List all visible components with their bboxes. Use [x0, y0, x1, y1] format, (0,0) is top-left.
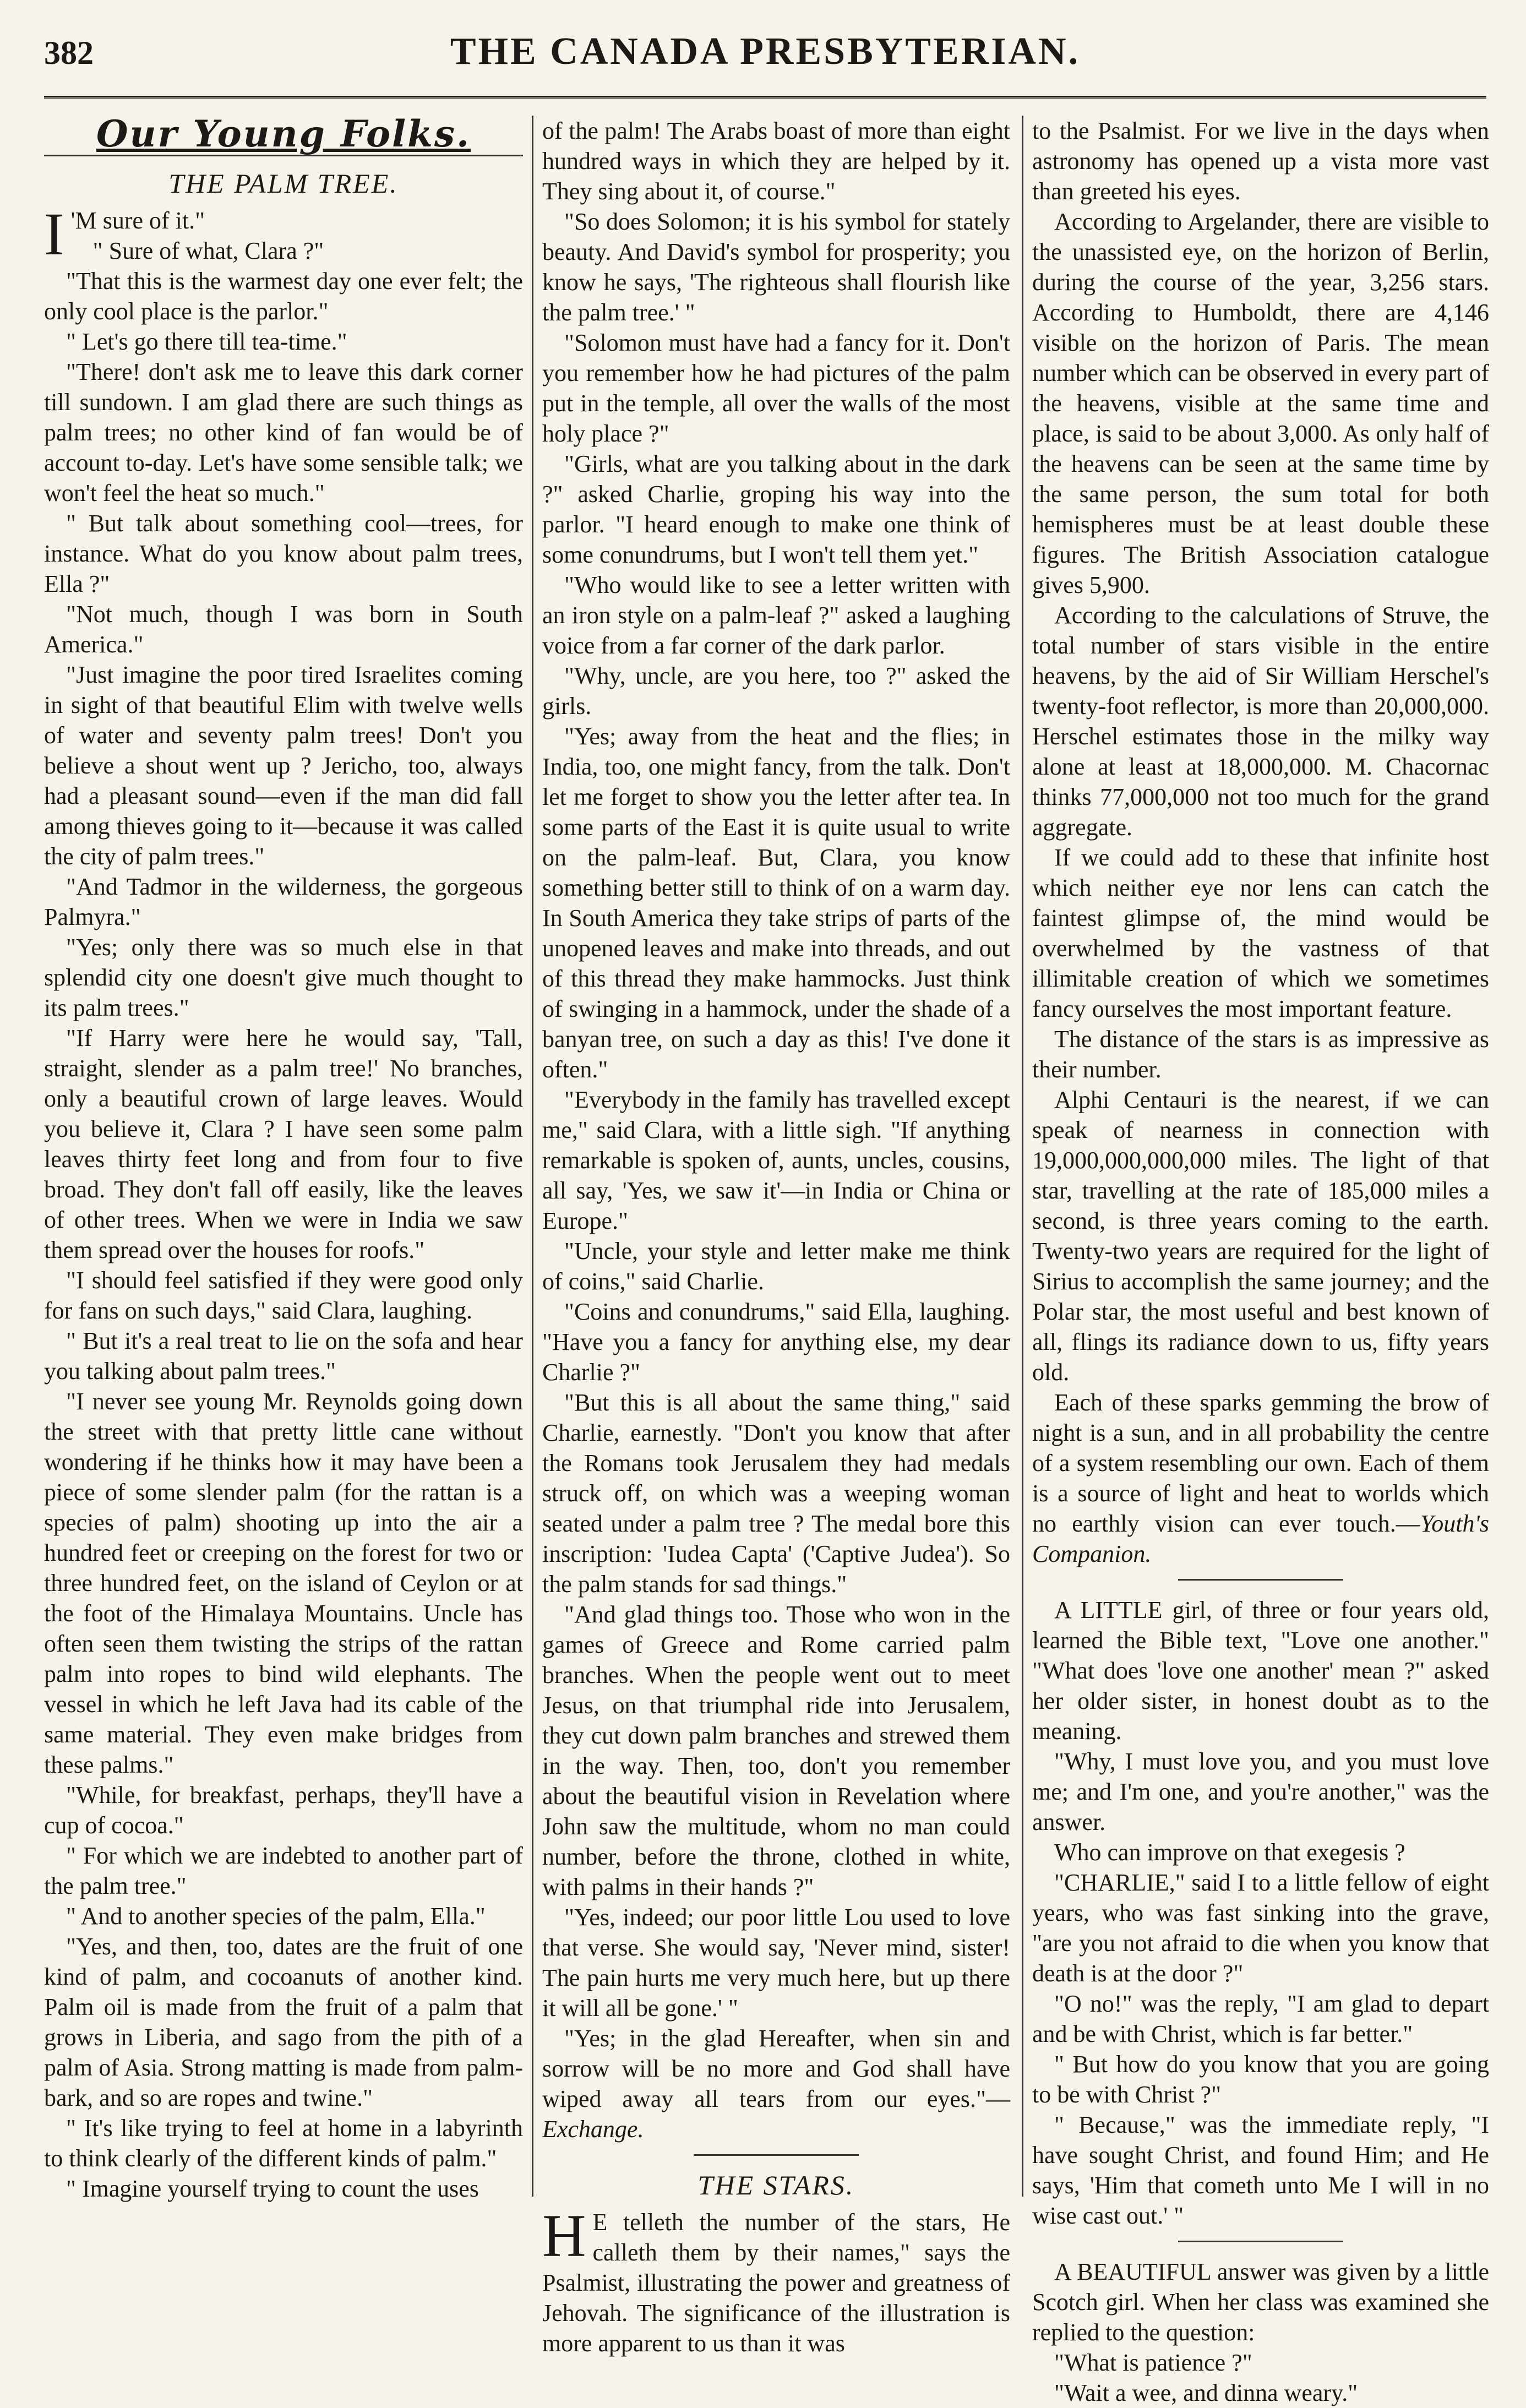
anecdote-paragraph: "CHARLIE," said I to a little fellow of eight years, who was fast sinking into the grave, "are you not afraid to die when you know that death is at the door ?"	[1032, 1869, 1489, 1987]
article-paragraph: "There! don't ask me to leave this dark corner till sundown. I am glad there are such things as palm trees; no other kind of fan would be of account to-day. Let's have some sensible talk; we won't feel the heat so much."	[44, 358, 523, 506]
article-paragraph: "Uncle, your style and letter make me think of coins," said Charlie.	[542, 1238, 1010, 1295]
article-paragraph: "While, for breakfast, perhaps, they'll have a cup of cocoa."	[44, 1782, 523, 1839]
article-paragraph: If we could add to these that infinite host which neither eye nor lens can catch the faintest glimpse of, the mind would be overwhelmed by the vastness of that illimitable creation of which we sometimes fancy ourselves the most important feature.	[1032, 844, 1489, 1022]
article-paragraph: " Imagine yourself trying to count the uses	[66, 2175, 479, 2202]
article-paragraph: I 'M sure of it."	[44, 200, 205, 268]
section-rule	[1178, 2241, 1343, 2242]
article-paragraph: " It's like trying to feel at home in a labyrinth to think clearly of the different kinds of palm."	[44, 2115, 523, 2172]
article-paragraph: of the palm! The Arabs boast of more than eight hundred ways in which they are helped by it. They sing about it, of course."	[542, 117, 1010, 205]
article-paragraph: The distance of the stars is as impressive as their number.	[1032, 1026, 1489, 1083]
article-paragraph: "Who would like to see a letter written with an iron style on a palm-leaf ?" asked a laughing voice from a far corner of the dark parlor.	[542, 571, 1010, 659]
article-paragraph: Each of these sparks gemming the brow of night is a sun, and in all probability the centre of a system resembling our own. Each of them is a source of light and heat to worlds which no earthly vision can ever touch.—Youth's Companion.	[1032, 1389, 1489, 1567]
article-paragraph: to the Psalmist. For we live in the days when astronomy has opened up a vista more vast than greeted his eyes.	[1032, 117, 1489, 205]
article-paragraph: "Why, uncle, are you here, too ?" asked the girls.	[542, 662, 1010, 720]
source-credit: Exchange.	[542, 2116, 644, 2143]
page-number: 382	[44, 35, 94, 71]
article-title-palm: THE PALM TREE.	[168, 168, 399, 199]
anecdote-paragraph: A LITTLE girl, of three or four years old, learned the Bible text, "Love one another." "What does 'love one another' mean ?" asked her older sister, in honest doubt as to the meaning.	[1032, 1597, 1489, 1745]
article-paragraph: "I never see young Mr. Reynolds going down the street with that pretty little cane without wondering if he thinks how it may have been a piece of some slender palm (for the rattan is a species of palm) shooting up into the air a hundred feet or creeping on the forest for two or three hundred feet, on the island of Ceylon or at the foot of the Himalaya Mountains. Uncle has often seen them twisting the strips of the rattan palm into ropes to bind wild elephants. The vessel in which he left Java had its cable of the same material. They even make bridges from these palms."	[44, 1388, 523, 1778]
source-credit: Youth's Companion.	[1032, 1510, 1489, 1567]
article-paragraph: "Yes; in the glad Hereafter, when sin and sorrow will be no more and God shall have wiped away all tears from our eyes."—Exchange.	[542, 2025, 1010, 2143]
article-paragraph: "Not much, though I was born in South America."	[44, 601, 523, 658]
article-paragraph: "But this is all about the same thing," said Charlie, earnestly. "Don't you know that after the Romans took Jerusalem they had medals struck off, on which was a weeping woman seated under a palm tree ? The medal bore this inscription: 'Iudea Capta' ('Captive Judea'). So the palm stands for sad things."	[542, 1389, 1010, 1598]
article-paragraph: " Let's go there till tea-time."	[66, 328, 347, 355]
column-3	[1032, 116, 1489, 2408]
anecdote-paragraph: " Because," was the immediate reply, "I have sought Christ, and found Him; and He says, 'Him that cometh unto Me I will in no wise cast out.' "	[1032, 2111, 1489, 2229]
article-paragraph: "That this is the warmest day one ever felt; the only cool place is the parlor."	[44, 268, 523, 325]
drop-cap: I	[44, 200, 64, 268]
article-paragraph: "Yes, and then, too, dates are the fruit of one kind of palm, and cocoanuts of another kind. Palm oil is made from the fruit of a palm that grows in Liberia, and sago from the pith of a palm of Asia. Strong matting is made from palm-bark, and so are ropes and twine."	[44, 1933, 523, 2111]
column-2	[542, 116, 1010, 2358]
article-title-stars: THE STARS.	[697, 2170, 855, 2200]
article-paragraph: According to the calculations of Struve, the total number of stars visible in the entire heavens, by the aid of Sir William Herschel's twenty-foot reflector, is more than 20,000,000. Herschel estimates those in the milky way alone at least at 18,000,000. M. Chacornac thinks 77,000,000 not too much for the grand aggregate.	[1032, 602, 1489, 841]
article-paragraph: "Everybody in the family has travelled except me," said Clara, with a little sigh. "If anything remarkable is spoken of, aunts, uncles, cousins, all say, 'Yes, we saw it'—in India or China or Europe."	[542, 1086, 1010, 1234]
article-paragraph: " And to another species of the palm, Ella."	[66, 1903, 486, 1930]
article-paragraph: "If Harry were here he would say, 'Tall, straight, slender as a palm tree!' No branches, only a beautiful crown of large leaves. Would you believe it, Clara ? I have seen some palm leaves thirty feet long and from four to five broad. They don't fall off easily, like the leaves of other trees. When we were in India we saw them spread over the houses for roofs."	[44, 1025, 523, 1263]
article-paragraph: "Yes, indeed; our poor little Lou used to love that verse. She would say, 'Never mind, sister! The pain hurts me very much here, but up there it will all be gone.' "	[542, 1904, 1010, 2022]
anecdote-paragraph: " But how do you know that you are going to be with Christ ?"	[1032, 2051, 1489, 2108]
section-rule	[1178, 1579, 1343, 1581]
article-paragraph: "Yes; only there was so much else in that splendid city one doesn't give much thought to its palm trees."	[44, 934, 523, 1021]
article-paragraph: " Sure of what, Clara ?"	[92, 237, 324, 264]
article-paragraph: "Solomon must have had a fancy for it. Don't you remember how he had pictures of the palm put in the temple, all over the walls of the most holy place ?"	[542, 329, 1010, 447]
article-paragraph: "And Tadmor in the wilderness, the gorgeous Palmyra."	[44, 873, 523, 930]
section-rule	[694, 2154, 859, 2156]
header-rule	[44, 96, 1486, 99]
article-paragraph: "I should feel satisfied if they were good only for fans on such days," said Clara, laughing.	[44, 1267, 523, 1324]
article-paragraph: "Coins and conundrums," said Ella, laughing. "Have you a fancy for anything else, my dear Charlie ?"	[542, 1298, 1010, 1386]
article-paragraph: "Girls, what are you talking about in the dark ?" asked Charlie, groping his way into the parlor. "I heard enough to make one think of some conundrums, but I won't tell them yet."	[542, 450, 1010, 568]
anecdote-paragraph: "What is patience ?"	[1054, 2349, 1252, 2376]
article-paragraph: "Yes; away from the heat and the flies; in India, too, one might fancy, from the talk. Don't let me forget to show you the letter after tea. In some parts of the East it is quite usual to write on the palm-leaf. But, Clara, you know something better still to think of on a warm day. In South America they take strips of parts of the unopened leaves and make into threads, and out of this thread they make hammocks. Just think of swinging in a hammock, under the shade of a banyan tree, on such a day as this! I've done it often."	[542, 723, 1010, 1083]
article-paragraph: "Just imagine the poor tired Israelites coming in sight of that beautiful Elim with twelve wells of water and seventy palm trees! Don't you believe a shout went up ? Jericho, too, always had a pleasant sound—even if the man did fall among thieves going to it—because it was called the city of palm trees."	[44, 661, 523, 870]
article-paragraph: " For which we are indebted to another part of the palm tree."	[44, 1842, 523, 1899]
anecdote-paragraph: "Why, I must love you, and you must love me; and I'm one, and you're another," was the answer.	[1032, 1748, 1489, 1835]
article-paragraph: Alphi Centauri is the nearest, if we can speak of nearness in connection with 19,000,000,000,000 miles. The light of that star, travelling at the rate of 185,000 miles a second, is three years coming to the earth. Twenty-two years are required for the light of Sirius to accomplish the same journey; and the Polar star, the most useful and best known of all, flings its radiance down to us, fifty years old.	[1032, 1086, 1489, 1386]
anecdote-paragraph: "O no!" was the reply, "I am glad to depart and be with Christ, which is far better."	[1032, 1990, 1489, 2047]
anecdote-paragraph: "Wait a wee, and dinna weary."	[1054, 2379, 1358, 2406]
page-header	[44, 24, 1486, 85]
column-divider	[1022, 116, 1023, 2197]
article-paragraph: According to Argelander, there are visible to the unassisted eye, on the horizon of Berlin, during the course of the year, 3,256 stars. According to Humboldt, there are 4,146 visible on the horizon of Paris. The mean number which can be observed in every part of the heavens, visible at the same time and place, is said to be about 3,000. As only half of the heavens can be seen at the same time by the same person, the sum total for both hemispheres must be at least double these figures. The British Association catalogue gives 5,900.	[1032, 208, 1489, 598]
column-1	[44, 112, 523, 2204]
article-paragraph: " But talk about something cool—trees, for instance. What do you know about palm trees, Ella ?"	[44, 510, 523, 597]
article-paragraph: "So does Solomon; it is his symbol for stately beauty. And David's symbol for prosperity; you know he says, 'The righteous shall flourish like the palm tree.' "	[542, 208, 1010, 326]
column-divider	[532, 116, 533, 2197]
article-paragraph: " But it's a real treat to lie on the sofa and hear you talking about palm trees."	[44, 1327, 523, 1385]
masthead-title: THE CANADA PRESBYTERIAN.	[450, 30, 1081, 73]
article-paragraph: "And glad things too. Those who won in the games of Greece and Rome carried palm branches. When the people went out to meet Jesus, on that triumphal ride into Jerusalem, they cut down palm branches and strewed them in the way. Then, too, don't you remember about the beautiful vision in Revelation where John saw the multitude, whom no man could number, before the throne, clothed in white, with palms in their hands ?"	[542, 1601, 1010, 1900]
anecdote-paragraph: A BEAUTIFUL answer was given by a little Scotch girl. When her class was examined she replied to the question:	[1032, 2258, 1489, 2346]
article-paragraph: H E telleth the number of the stars, He calleth them by their names," says the Psalmist, illustrating the power and greatness of Jehovah. The significance of the illustration is more apparent to us than it was	[542, 2202, 1010, 2357]
department-heading: Our Young Folks.	[96, 112, 471, 155]
anecdote-paragraph: Who can improve on that exegesis ?	[1054, 1839, 1405, 1866]
drop-cap: H	[542, 2202, 586, 2269]
